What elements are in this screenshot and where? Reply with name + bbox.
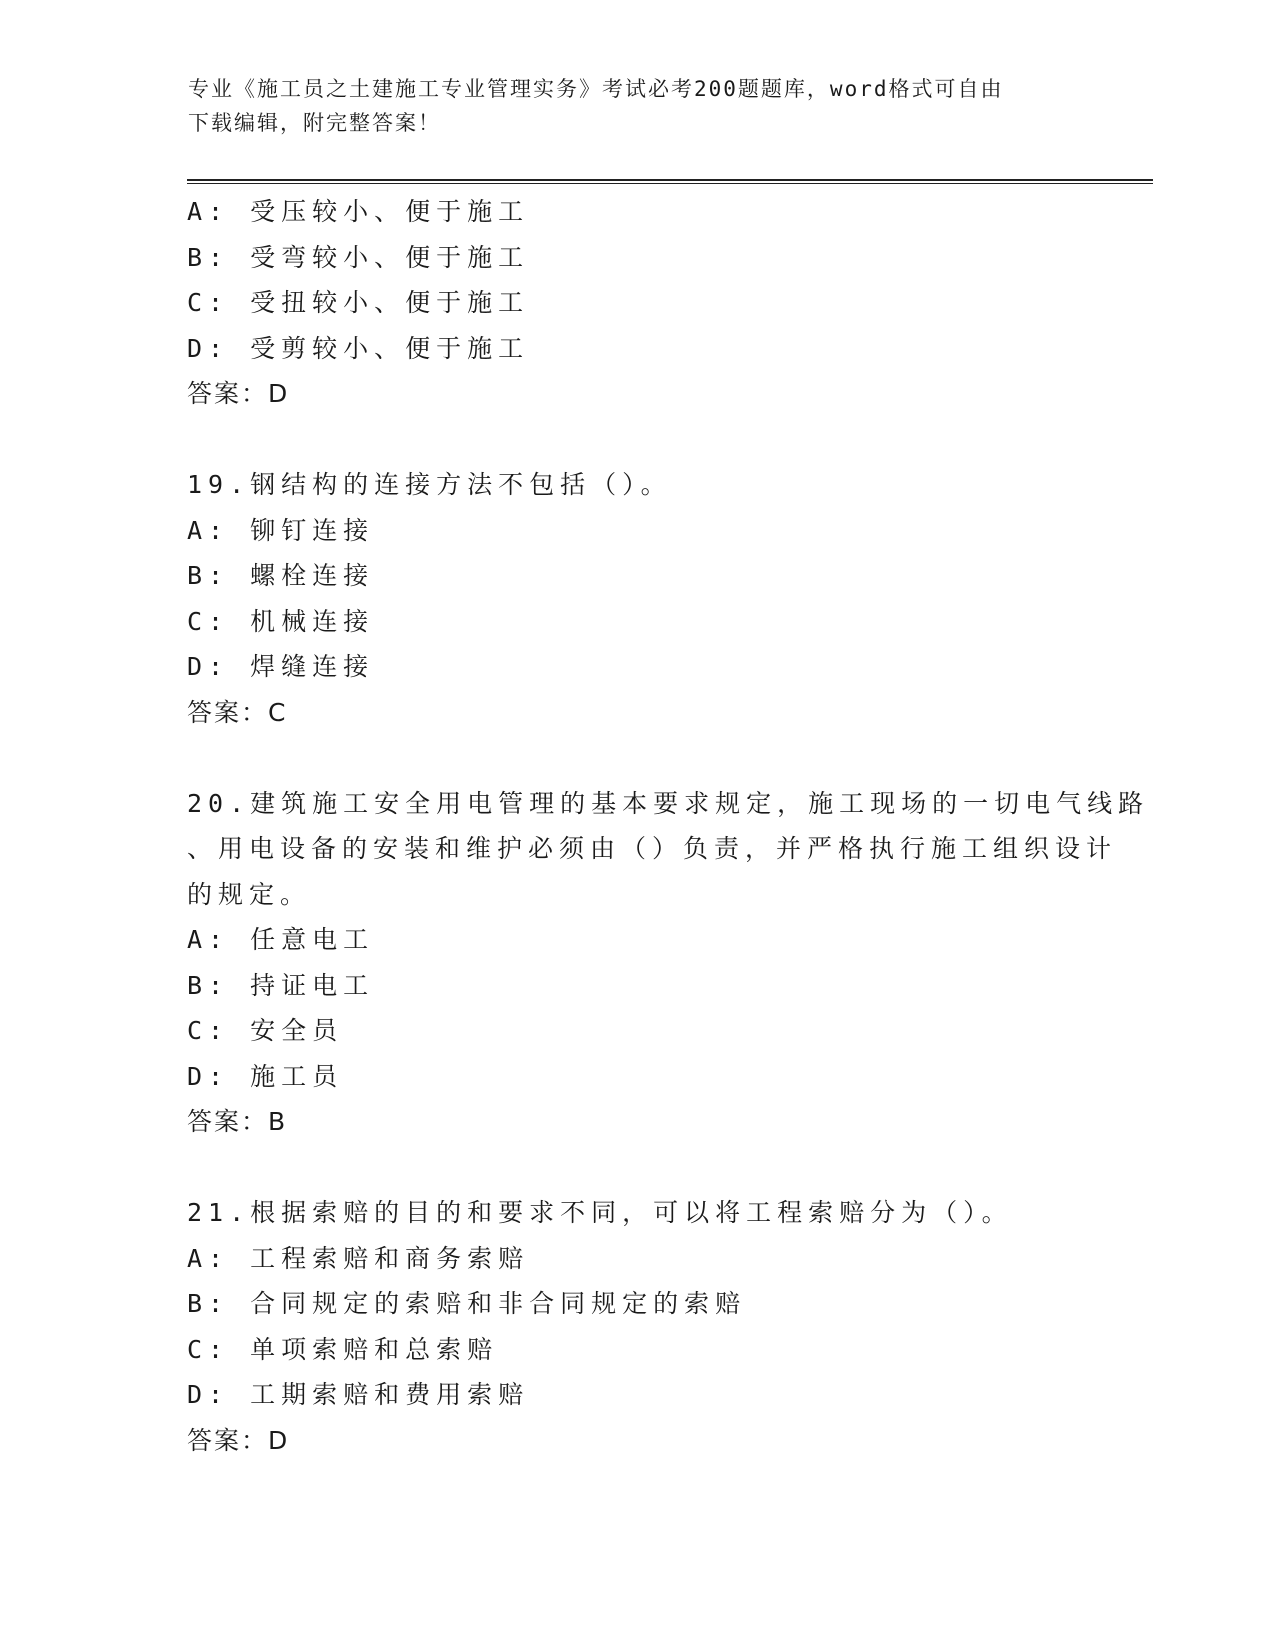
document-header bbox=[188, 72, 1088, 140]
question-stem: 21.根据索赔的目的和要求不同，可以将工程索赔分为（）。 bbox=[187, 1198, 1013, 1227]
question-block bbox=[187, 462, 1107, 735]
option-d: D: 施工员 bbox=[187, 1061, 344, 1091]
spacer bbox=[187, 1145, 1107, 1191]
option-c: C: 受扭较小、便于施工 bbox=[187, 288, 530, 317]
option-c: C: 安全员 bbox=[187, 1016, 344, 1045]
answer-line: 答案：D bbox=[187, 379, 290, 408]
question-block bbox=[187, 781, 1150, 1145]
header-divider-thin bbox=[187, 183, 1153, 184]
option-b: B: 持证电工 bbox=[187, 970, 375, 1000]
option-b: B: 合同规定的索赔和非合同规定的索赔 bbox=[187, 1289, 747, 1318]
question-list bbox=[187, 189, 1150, 1463]
question-stem-line-3: 的规定。 bbox=[187, 879, 312, 909]
answer-line: 答案：C bbox=[187, 697, 288, 727]
option-d: D: 受剪较小、便于施工 bbox=[187, 333, 530, 363]
question-stem: 19.钢结构的连接方法不包括（）。 bbox=[187, 470, 672, 499]
option-c: C: 单项索赔和总索赔 bbox=[187, 1334, 499, 1364]
answer-line: 答案：B bbox=[187, 1107, 288, 1136]
option-c: C: 机械连接 bbox=[187, 606, 375, 636]
option-b: B: 受弯较小、便于施工 bbox=[187, 242, 530, 272]
question-stem-line-1: 20.建筑施工安全用电管理的基本要求规定，施工现场的一切电气线路 bbox=[187, 788, 1150, 818]
option-a: A: 受压较小、便于施工 bbox=[187, 197, 530, 226]
header-divider-thick bbox=[187, 179, 1153, 181]
option-b: B: 螺栓连接 bbox=[187, 561, 375, 590]
option-a: A: 工程索赔和商务索赔 bbox=[187, 1243, 530, 1273]
spacer bbox=[187, 735, 1107, 781]
question-stem-line-2: 、用电设备的安装和维护必须由（）负责，并严格执行施工组织设计 bbox=[187, 834, 1118, 863]
spacer bbox=[187, 417, 1107, 463]
option-a: A: 任意电工 bbox=[187, 925, 375, 954]
option-d: D: 工期索赔和费用索赔 bbox=[187, 1380, 530, 1409]
option-a: A: 铆钉连接 bbox=[187, 515, 375, 545]
answer-line: 答案：D bbox=[187, 1425, 290, 1455]
option-d: D: 焊缝连接 bbox=[187, 652, 375, 681]
question-block-continued bbox=[187, 189, 1107, 417]
header-line-1: 专业《施工员之土建施工专业管理实务》考试必考200题题库，word格式可自由 bbox=[188, 77, 1004, 101]
header-line-2: 下载编辑，附完整答案！ bbox=[188, 111, 441, 135]
question-block bbox=[187, 1190, 1107, 1463]
